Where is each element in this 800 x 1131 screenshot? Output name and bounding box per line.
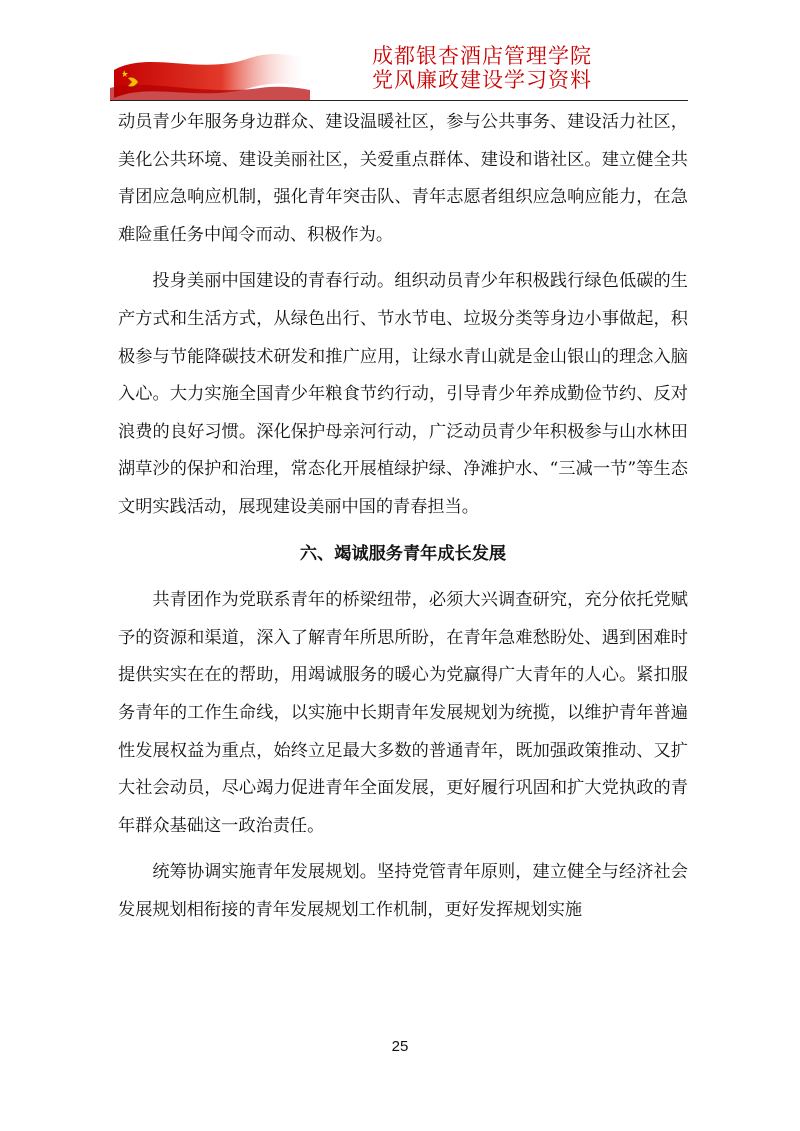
page-number: 25 xyxy=(391,1038,409,1055)
header-subtitle: 党风廉政建设学习资料 xyxy=(372,68,592,92)
party-flag-logo xyxy=(110,48,310,100)
paragraph: 动员青少年服务身边群众、建设温暖社区，参与公共事务、建设活力社区，美化公共环境、建设美丽社区，关爱重点群体、建设和谐社区。建立健全共青团应急响应机制，强化青年突击队、青年志愿者组织应急响应能力，在急难险重任务中闻令而动、积极作为。 xyxy=(118,112,688,245)
paragraph: 统筹协调实施青年发展规划。坚持党管青年原则，建立健全与经济社会发展规划相衔接的青年发展规划工作机制，更好发挥规划实施 xyxy=(118,862,688,920)
header-institution: 成都银杏酒店管理学院 xyxy=(372,44,592,68)
paragraph: 投身美丽中国建设的青春行动。组织动员青少年积极践行绿色低碳的生产方式和生活方式，从绿色出行、节水节电、垃圾分类等身边小事做起，积极参与节能降碳技术研发和推广应用，让绿水青山就是金山银山的理念入脑入心。大力实施全国青少年粮食节约行动，引导青少年养成勤俭节约、反对浪费的良好习惯。深化保护母亲河行动，广泛动员青少年积极参与山水林田湖草沙的保护和治理，常态化开展植绿护绿、净滩护水、“三减一节”等生态文明实践活动，展现建设美丽中国的青春担当。 xyxy=(118,271,688,517)
page-header xyxy=(110,44,688,100)
paragraph: 共青团作为党联系青年的桥梁纽带，必须大兴调查研究，充分依托党赋予的资源和渠道，深入了解青年所思所盼，在青年急难愁盼处、遇到困难时提供实实在在的帮助，用竭诚服务的暖心为党赢得广大青年的人心。紧扣服务青年的工作生命线，以实施中长期青年发展规划为统揽，以维护青年普遍性发展权益为重点，始终立足最大多数的普通青年，既加强政策推动、又扩大社会动员，尽心竭力促进青年全面发展，更好履行巩固和扩大党执政的青年群众基础这一政治责任。 xyxy=(118,590,688,836)
header-title xyxy=(372,44,692,92)
section-heading: 六、竭诚服务青年成长发展 xyxy=(299,543,507,564)
document-body xyxy=(118,104,688,938)
header-divider xyxy=(110,100,688,101)
